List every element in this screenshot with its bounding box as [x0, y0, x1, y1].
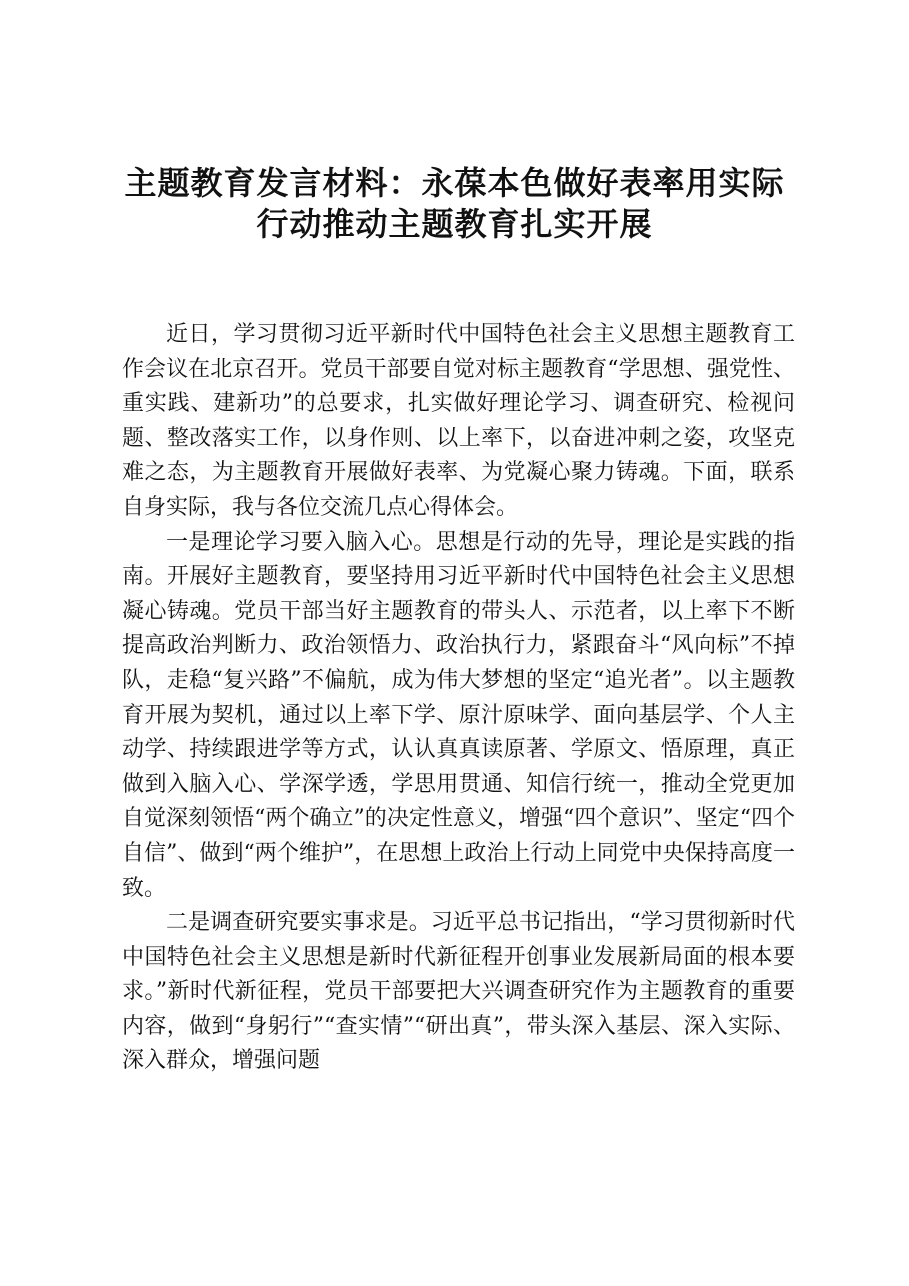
document-title-line-1: 主题教育发言材料：永葆本色做好表率用实际 — [124, 164, 785, 202]
document-title-line-2: 行动推动主题教育扎实开展 — [256, 205, 653, 243]
paragraph-theory-study: 一是理论学习要入脑入心。思想是行动的先导，理论是实践的指南。开展好主题教育，要坚持用习近平新时代中国特色社会主义思想凝心铸魂。党员干部当好主题教育的带头人、示范者，以上率下不断提高政治判断力、政治领悟力、政治执行力，紧跟奋斗“风向标”不掉队，走稳“复兴路”不偏航，成为伟大梦想的坚定“追光者”。以主题教育开展为契机，通过以上率下学、原汁原味学、面向基层学、个人主动学、持续跟进学等方式，认认真真读原著、学原文、悟原理，真正做到入脑入心、学深学透，学思用贯通、知信行统一，推动全党更加自觉深刻领悟“两个确立”的决定性意义，增强“四个意识”、坚定“四个自信”、做到“两个维护”，在思想上政治上行动上同党中央保持高度一致。 — [122, 529, 795, 901]
paragraph-intro: 近日，学习贯彻习近平新时代中国特色社会主义思想主题教育工作会议在北京召开。党员干部要自觉对标主题教育“学思想、强党性、重实践、建新功”的总要求，扎实做好理论学习、调查研究、检视问题、整改落实工作，以身作则、以上率下，以奋进冲刺之姿，攻坚克难之态，为主题教育开展做好表率、为党凝心聚力铸魂。下面，联系自身实际，我与各位交流几点心得体会。 — [122, 322, 795, 520]
paragraph-investigation: 二是调查研究要实事求是。习近平总书记指出，“学习贯彻新时代中国特色社会主义思想是新时代新征程开创事业发展新局面的根本要求。”新时代新征程，党员干部要把大兴调查研究作为主题教育的重要内容，做到“身躬行”“查实情”“研出真”，带头深入基层、深入实际、深入群众，增强问题 — [122, 910, 795, 1074]
document-body — [122, 318, 795, 1079]
